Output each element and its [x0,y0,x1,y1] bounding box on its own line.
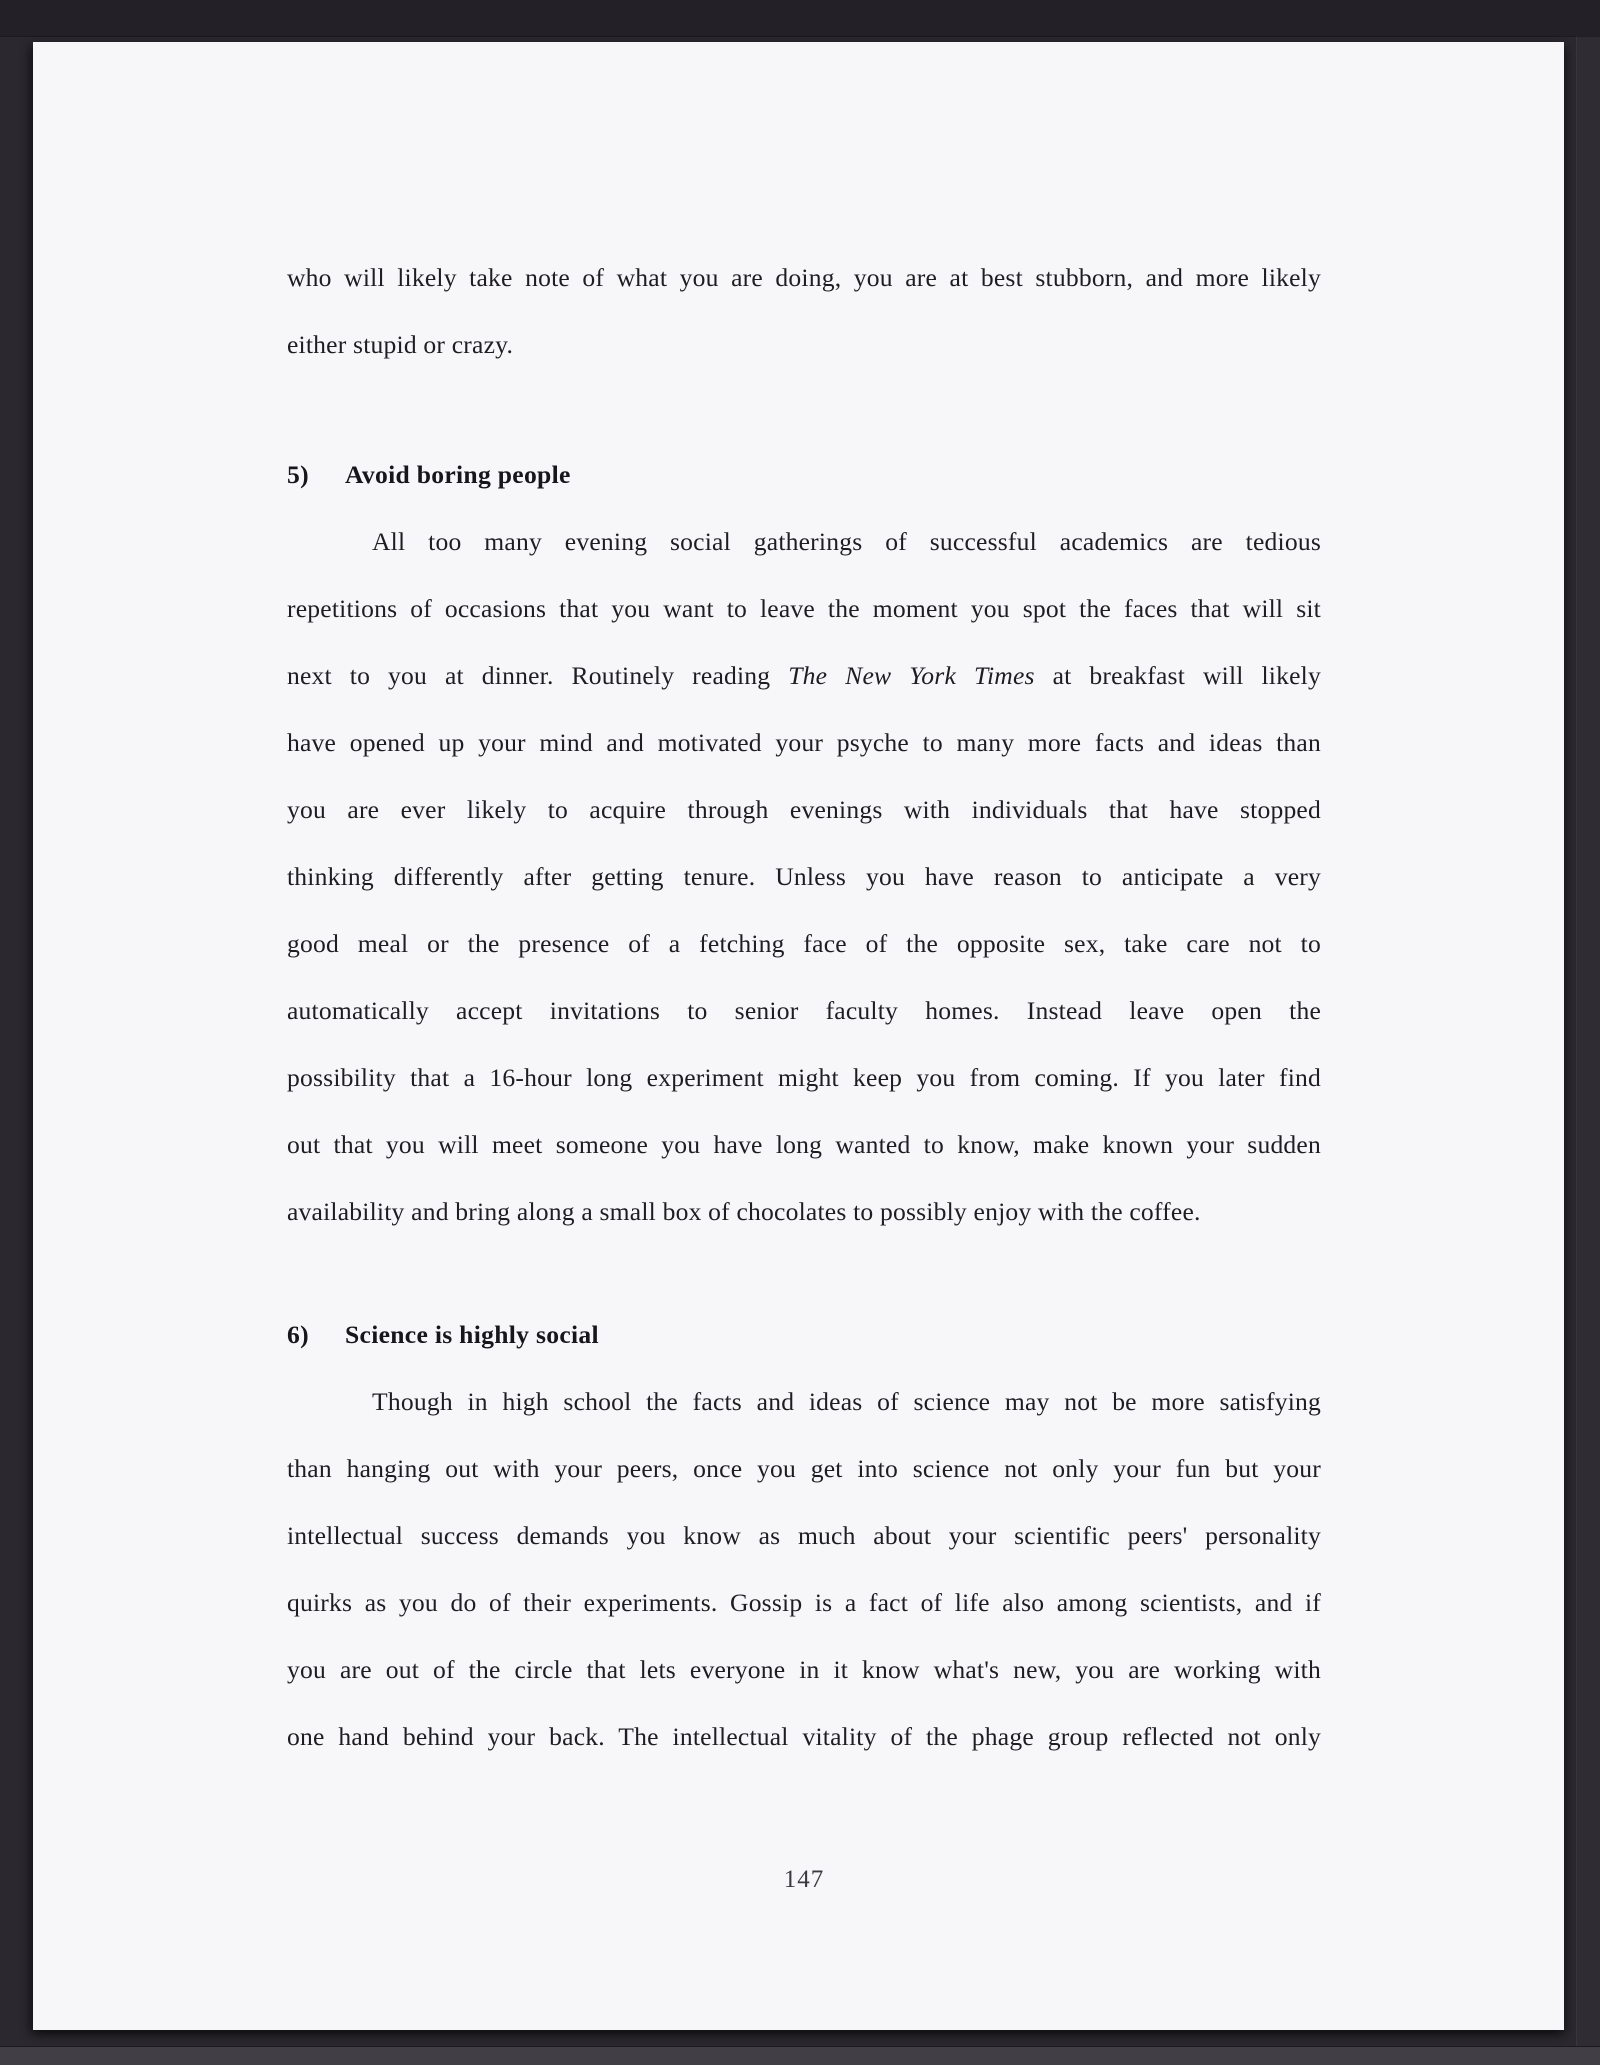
scanner-mat-bottom-strip [0,2046,1600,2065]
section-heading-6 [287,1301,1321,1368]
intro-paragraph [287,244,1321,378]
section-heading-5 [287,441,1321,508]
section-title: Avoid boring people [345,460,571,489]
text-line: intellectual success demands you know as much about your scientific peers' personality [287,1521,1321,1550]
text-line: Though in high school the facts and ideas of science may not be more satisfying [372,1387,1321,1416]
scanner-mat-top-edge [0,0,1600,37]
page-content [33,42,1564,2030]
text-line: possibility that a 16-hour long experiment might keep you from coming. If you later find [287,1063,1321,1092]
text-line: than hanging out with your peers, once you get into science not only your fun but your [287,1454,1321,1483]
text-segment: next to you at dinner. Routinely reading [287,661,789,690]
text-line: good meal or the presence of a fetching face of the opposite sex, take care not to [287,929,1321,958]
scanner-mat-right-crease [1576,36,1600,2065]
text-line: either stupid or crazy. [287,330,514,359]
text-line: you are ever likely to acquire through evenings with individuals that have stopped [287,795,1321,824]
section-title: Science is highly social [345,1320,599,1349]
text-line [287,642,1321,709]
section-number: 6) [287,1320,309,1349]
text-line: out that you will meet someone you have long wanted to know, make known your sudden [287,1130,1321,1159]
text-line: have opened up your mind and motivated your psyche to many more facts and ideas than [287,728,1321,757]
text-line: All too many evening social gatherings of successful academics are tedious [372,527,1321,556]
text-line: automatically accept invitations to senior faculty homes. Instead leave open the [287,996,1321,1025]
text-line: thinking differently after getting tenure. Unless you have reason to anticipate a very [287,862,1321,891]
document-page [33,42,1564,2030]
section-6-paragraph [287,1368,1321,1770]
text-line: availability and bring along a small box of chocolates to possibly enjoy with the coffee. [287,1197,1201,1226]
italic-title-segment: The New York Times [788,661,1035,690]
page-number: 147 [783,1866,825,1893]
text-line: who will likely take note of what you are doing, you are at best stubborn, and more likely [287,263,1321,292]
text-segment: at breakfast will likely [1034,661,1321,690]
text-line: one hand behind your back. The intellectual vitality of the phage group reflected not only [287,1722,1321,1751]
text-line: repetitions of occasions that you want to leave the moment you spot the faces that will sit [287,594,1321,623]
text-line: quirks as you do of their experiments. Gossip is a fact of life also among scientists, and if [287,1588,1321,1617]
section-number: 5) [287,460,309,489]
section-5-paragraph [287,508,1321,1245]
text-line: you are out of the circle that lets everyone in it know what's new, you are working with [287,1655,1321,1684]
